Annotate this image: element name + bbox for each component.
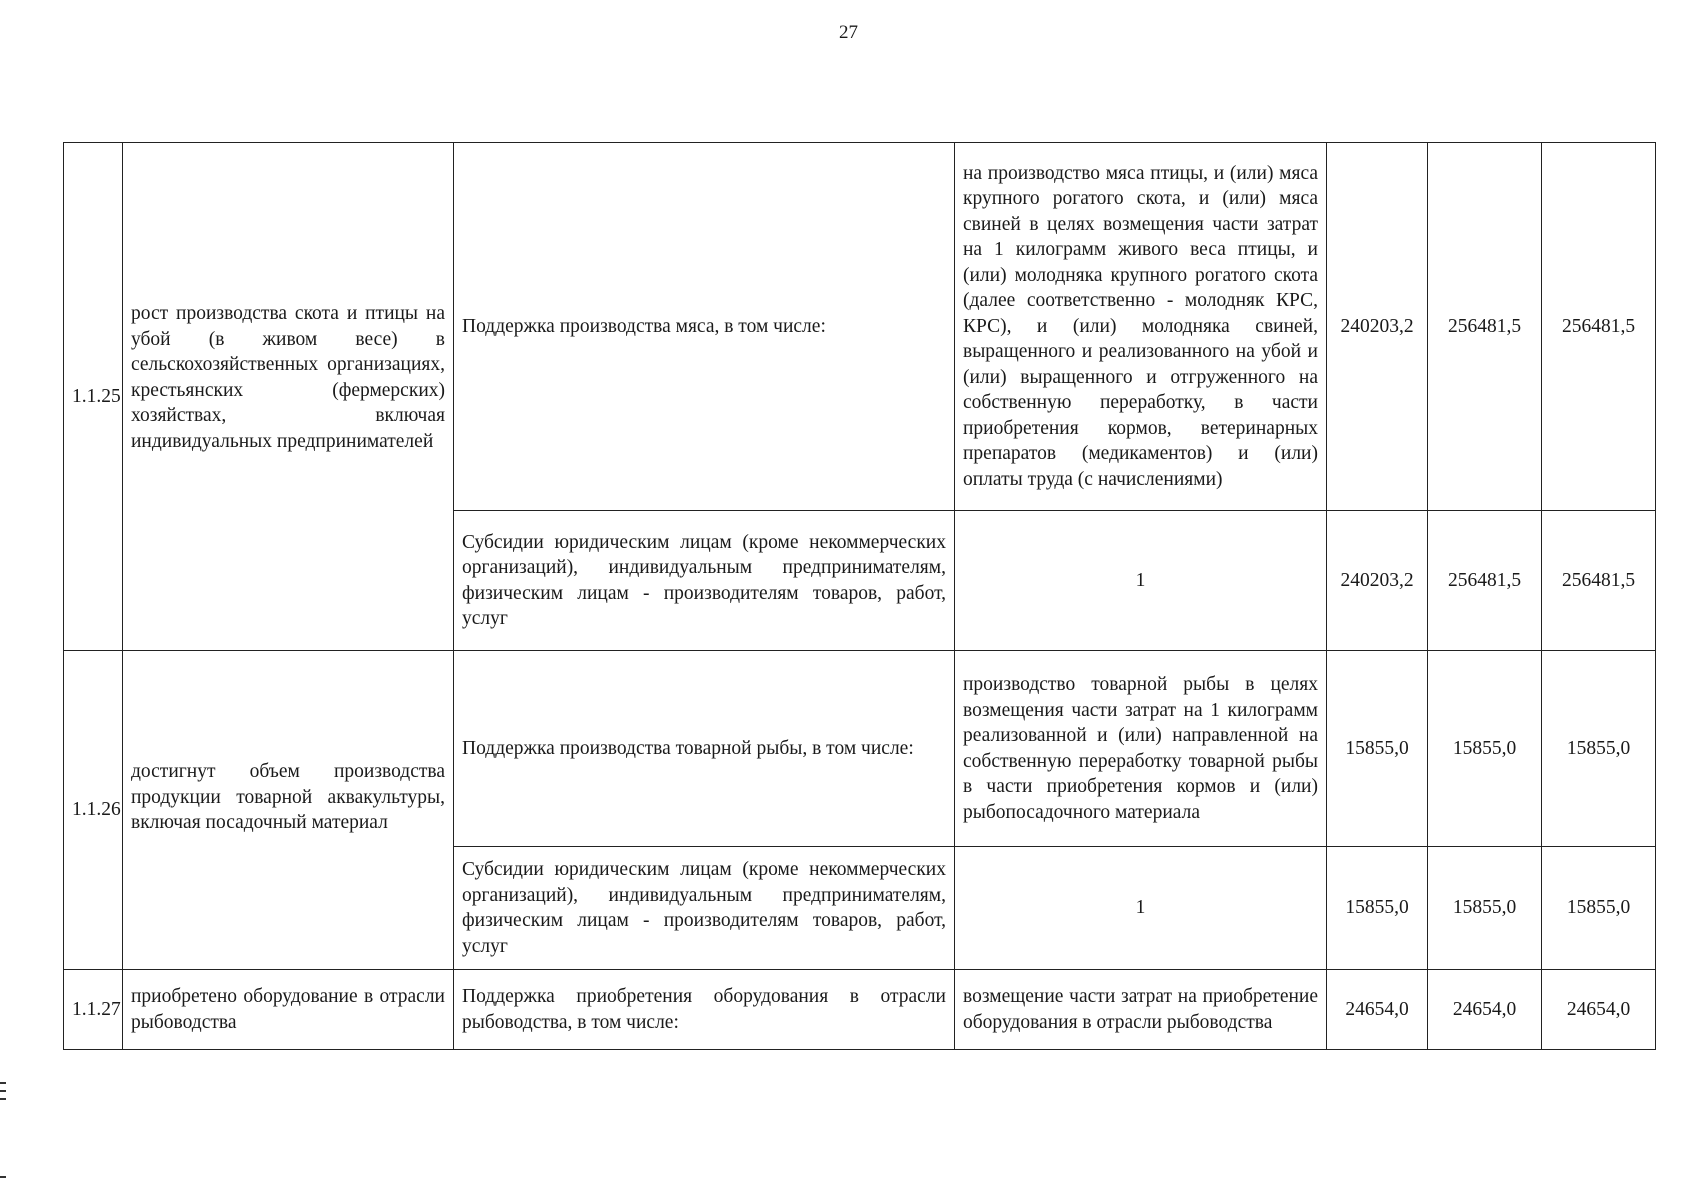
row-code: 1.1.25 (64, 143, 123, 651)
value-cell: 240203,2 (1327, 511, 1428, 651)
event-cell: Поддержка производства товарной рыбы, в том числе: (454, 651, 955, 847)
table-row (64, 143, 1656, 511)
description-cell: 1 (955, 847, 1327, 970)
indicator-cell: достигнут объем производства продукции товарной аквакультуры, включая посадочный материал (123, 651, 454, 970)
value-cell: 240203,2 (1327, 143, 1428, 511)
row-code: 1.1.26 (64, 651, 123, 970)
scan-artifact (0, 1090, 6, 1092)
value-cell: 24654,0 (1542, 970, 1656, 1050)
value-cell: 256481,5 (1428, 511, 1542, 651)
description-cell: на производство мяса птицы, и (или) мяса крупного рогатого скота, и (или) мяса свиней в целях возмещения части затрат на 1 килограмм живого веса птицы, и (или) молодняка крупного рогатого скота (далее соответственно - молодняк КРС, КРС), и (или) молодняка свиней, выращенного и реализованного на убой и (или) выращенного и отгруженного на собственную переработку, в части приобретения кормов, ветеринарных препаратов (медикаментов) и (или) оплаты труда (с начислениями) (955, 143, 1327, 511)
value-cell: 15855,0 (1327, 651, 1428, 847)
value-cell: 24654,0 (1428, 970, 1542, 1050)
event-cell: Субсидии юридическим лицам (кроме некоммерческих организаций), индивидуальным предпринимателям, физическим лицам - производителям товаров, работ, услуг (454, 847, 955, 970)
description-cell: 1 (955, 511, 1327, 651)
scan-artifact (0, 1098, 6, 1100)
value-cell: 15855,0 (1327, 847, 1428, 970)
description-cell: возмещение части затрат на приобретение оборудования в отрасли рыбоводства (955, 970, 1327, 1050)
scan-artifact (0, 1082, 6, 1084)
value-cell: 15855,0 (1542, 847, 1656, 970)
event-cell: Поддержка производства мяса, в том числе: (454, 143, 955, 511)
value-cell: 24654,0 (1327, 970, 1428, 1050)
value-cell: 15855,0 (1542, 651, 1656, 847)
indicator-cell: приобретено оборудование в отрасли рыбоводства (123, 970, 454, 1050)
event-cell: Субсидии юридическим лицам (кроме некоммерческих организаций), индивидуальным предпринимателям, физическим лицам - производителям товаров, работ, услуг (454, 511, 955, 651)
value-cell: 256481,5 (1542, 143, 1656, 511)
row-code: 1.1.27 (64, 970, 123, 1050)
scan-artifact (0, 1176, 6, 1178)
value-cell: 256481,5 (1428, 143, 1542, 511)
event-cell: Поддержка приобретения оборудования в отрасли рыбоводства, в том числе: (454, 970, 955, 1050)
value-cell: 15855,0 (1428, 651, 1542, 847)
table-row (64, 970, 1656, 1050)
description-cell: производство товарной рыбы в целях возмещения части затрат на 1 килограмм реализованной и (или) направленной на собственную переработку товарной рыбы в части приобретения кормов и (или) рыбопосадочного материала (955, 651, 1327, 847)
table-row (64, 651, 1656, 847)
page-number: 27 (839, 22, 858, 43)
value-cell: 256481,5 (1542, 511, 1656, 651)
value-cell: 15855,0 (1428, 847, 1542, 970)
measures-table (63, 142, 1656, 1050)
indicator-cell: рост производства скота и птицы на убой (в живом весе) в сельскохозяйственных организациях, крестьянских (фермерских) хозяйствах, включая индивидуальных предпринимателей (123, 143, 454, 651)
